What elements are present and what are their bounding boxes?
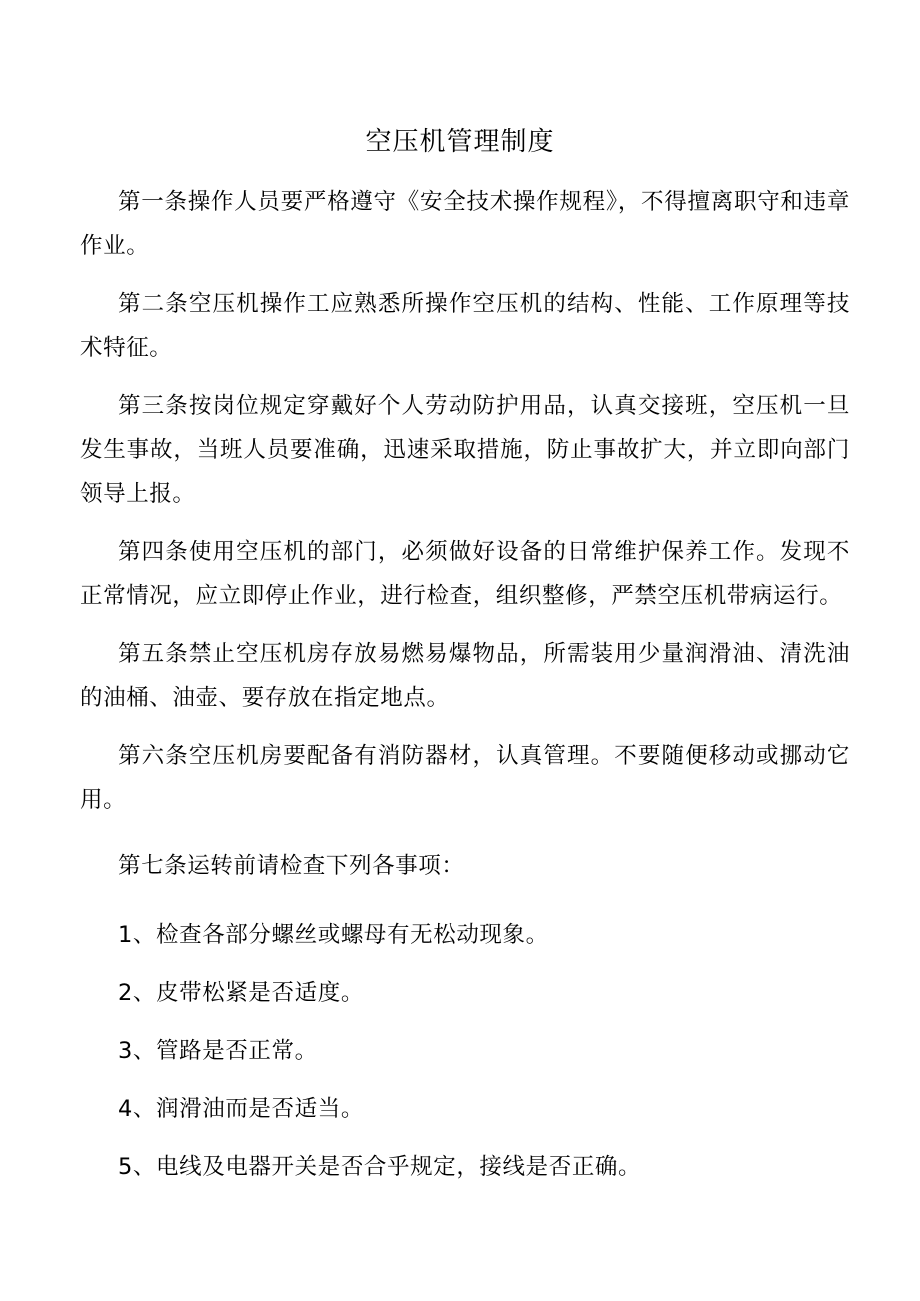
document-title: 空压机管理制度 [365,127,555,157]
checklist-item: 1、检查各部分螺丝或螺母有无松动现象。 [118,922,549,948]
article-2: 第二条空压机操作工应熟悉所操作空压机的结构、性能、工作原理等技术特征。 [80,291,850,361]
checklist-item: 5、电线及电器开关是否合乎规定，接线是否正确。 [118,1154,642,1180]
article-6: 第六条空压机房要配备有消防器材，认真管理。不要随便移动或挪动它用。 [80,743,850,813]
article-4: 第四条使用空压机的部门，必须做好设备的日常维护保养工作。发现不正常情况，应立即停止作业，进行检查，组织整修，严禁空压机带病运行。 [80,539,850,609]
checklist-item: 4、润滑油而是否适当。 [118,1096,364,1122]
article-7: 第七条运转前请检查下列各事项： [118,853,465,879]
article-5: 第五条禁止空压机房存放易燃易爆物品，所需装用少量润滑油、清洗油的油桶、油壶、要存放在指定地点。 [80,641,850,711]
article-3: 第三条按岗位规定穿戴好个人劳动防护用品，认真交接班，空压机一旦发生事故，当班人员要准确，迅速采取措施，防止事故扩大，并立即向部门领导上报。 [80,393,850,507]
checklist-item: 3、管路是否正常。 [118,1038,318,1064]
article-1: 第一条操作人员要严格遵守《安全技术操作规程》，不得擅离职守和违章作业。 [80,189,850,259]
document-body [80,180,850,1196]
checklist-item: 2、皮带松紧是否适度。 [118,980,364,1006]
checklist [80,906,850,1196]
